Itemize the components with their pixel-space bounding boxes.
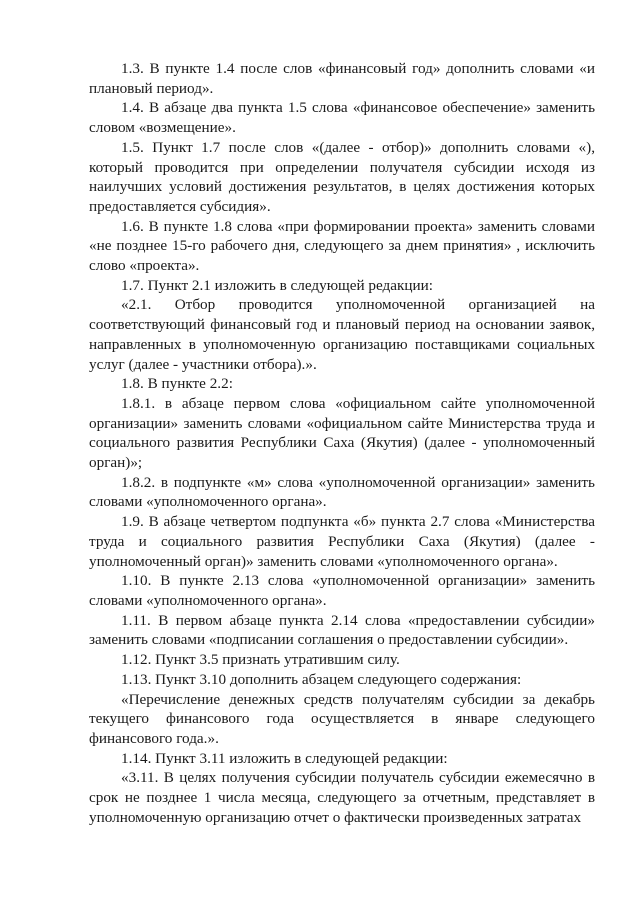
paragraph-1-6: 1.6. В пункте 1.8 слова «при формировании проекта» заменить словами «не позднее 15-го рабочего дня, следующего за днем принятия» , исключить слово «проекта». xyxy=(89,217,595,275)
paragraph-1-10: 1.10. В пункте 2.13 слова «уполномоченной организации» заменить словами «уполномоченного органа». xyxy=(89,572,595,609)
paragraph-3-11-quote: «3.11. В целях получения субсидии получатель субсидии ежемесячно в срок не позднее 1 числа месяца, следующего за отчетным, представляет в уполномоченную организацию отчет о фактически произведенных затратах xyxy=(89,769,595,826)
paragraph-1-8-1: 1.8.1. в абзаце первом слова «официальном сайте уполномоченной организации» заменить словами «официальном сайте Министерства труда и социального развития Республики Саха (Якутия) (далее - уполномоченный орган)»; xyxy=(89,394,595,472)
paragraph-1-3: 1.3. В пункте 1.4 после слов «финансовый год» дополнить словами «и плановый период». xyxy=(89,60,595,97)
document-body xyxy=(89,59,595,827)
paragraph-1-11: 1.11. В первом абзаце пункта 2.14 слова «предоставлении субсидии» заменить словами «подписании соглашения о предоставлении субсидии». xyxy=(89,611,595,649)
paragraph-1-7: 1.7. Пункт 2.1 изложить в следующей редакции: xyxy=(121,276,434,294)
paragraph-1-13: 1.13. Пункт 3.10 дополнить абзацем следующего содержания: xyxy=(121,670,522,688)
paragraph-december-quote: «Перечисление денежных средств получателям субсидии за декабрь текущего финансового года осуществляется в январе следующего финансового года.». xyxy=(89,690,595,747)
paragraph-1-9: 1.9. В абзаце четвертом подпункта «б» пункта 2.7 слова «Министерства труда и социального развития Республики Саха (Якутия) (далее - уполномоченный орган)» заменить словами «уполномоченного органа». xyxy=(89,513,595,570)
paragraph-1-8: 1.8. В пункте 2.2: xyxy=(121,375,233,393)
paragraph-1-8-2: 1.8.2. в подпункте «м» слова «уполномоченной организации» заменить словами «уполномоченного органа». xyxy=(89,473,595,511)
paragraph-1-12: 1.12. Пункт 3.5 признать утратившим силу. xyxy=(121,651,400,669)
paragraph-2-1-quote: «2.1. Отбор проводится уполномоченной организацией на соответствующий финансовый год и плановый период на основании заявок, направленных в уполномоченную организацию поставщиками социальных услуг (далее - участники отбора).». xyxy=(89,296,595,373)
paragraph-1-5: 1.5. Пункт 1.7 после слов «(далее - отбор)» дополнить словами «), который проводится при определении получателя субсидии исходя из наилучших условий достижения результатов, в целях достижения которых предоставляется субсидия». xyxy=(89,138,595,215)
paragraph-1-4: 1.4. В абзаце два пункта 1.5 слова «финансовое обеспечение» заменить словом «возмещение». xyxy=(89,99,595,137)
paragraph-1-14: 1.14. Пункт 3.11 изложить в следующей редакции: xyxy=(121,749,448,767)
